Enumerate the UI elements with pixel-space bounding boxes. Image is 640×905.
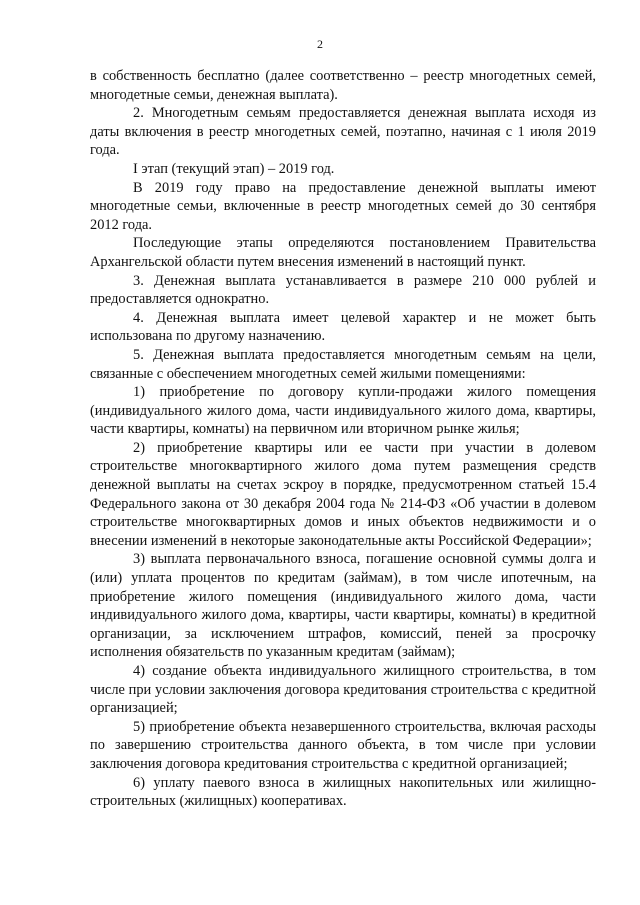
paragraph-item-4: 4. Денежная выплата имеет целевой характер и не может быть использована по другому назначению. [90,309,596,345]
paragraph-subitem-5: 5) приобретение объекта незавершенного строительства, включая расходы по завершению строительства данного объекта, в том числе при условии заключения договора кредитования строительства с кредитной организацией; [90,718,596,772]
paragraph-stage-one: I этап (текущий этап) – 2019 год. [133,160,335,177]
paragraph-continuation: в собственность бесплатно (далее соответственно – реестр многодетных семей, многодетные семьи, денежная выплата). [90,68,596,103]
paragraph-item-2: 2. Многодетным семьям предоставляется денежная выплата исходя из даты включения в реестр многодетных семей, поэтапно, начиная с 1 июля 2019 года. [90,105,596,159]
page-number: 2 [317,37,323,51]
document-body [90,67,596,811]
paragraph-2019-eligibility: В 2019 году право на предоставление денежной выплаты имеют многодетные семьи, включенные в реестр многодетных семей до 30 сентября 2012 года. [90,179,596,233]
paragraph-subitem-6: 6) уплату паевого взноса в жилищных накопительных или жилищно-строительных (жилищных) кооперативах. [90,774,596,810]
paragraph-subitem-1: 1) приобретение по договору купли-продажи жилого помещения (индивидуального жилого дома, части индивидуального жилого дома, квартиры, части квартиры, комнаты) на первичном или вторичном рынке жилья; [90,384,596,438]
paragraph-item-3: 3. Денежная выплата устанавливается в размере 210 000 рублей и предоставляется однократно. [90,272,596,308]
paragraph-subitem-4: 4) создание объекта индивидуального жилищного строительства, в том числе при условии заключения договора кредитования строительства с кредитной организацией; [90,663,596,717]
paragraph-subitem-3: 3) выплата первоначального взноса, погашение основной суммы долга и (или) уплата процентов по кредитам (займам), в том числе ипотечным, на приобретение жилого помещения (индивидуального жилого дома, части индивидуального жилого дома, квартиры, части квартиры, комнаты) в кредитной организации, за исключением штрафов, комиссий, пеней за просрочку исполнения обязательств по указанным кредитам (займам); [90,551,596,661]
paragraph-subitem-2: 2) приобретение квартиры или ее части при участии в долевом строительстве многоквартирного жилого дома путем размещения средств денежной выплаты на счетах эскроу в порядке, предусмотренном статьей 15.4 Федерального закона от 30 декабря 2004 года № 214-ФЗ «Об участии в долевом строительстве многоквартирных домов и иных объектов недвижимости и о внесении изменений в некоторые законодательные акты Российской Федерации»; [90,439,596,549]
paragraph-item-5: 5. Денежная выплата предоставляется многодетным семьям на цели, связанные с обеспечением многодетных семей жилыми помещениями: [90,346,596,382]
paragraph-subsequent-stages: Последующие этапы определяются постановлением Правительства Архангельской области путем внесения изменений в настоящий пункт. [90,235,596,270]
